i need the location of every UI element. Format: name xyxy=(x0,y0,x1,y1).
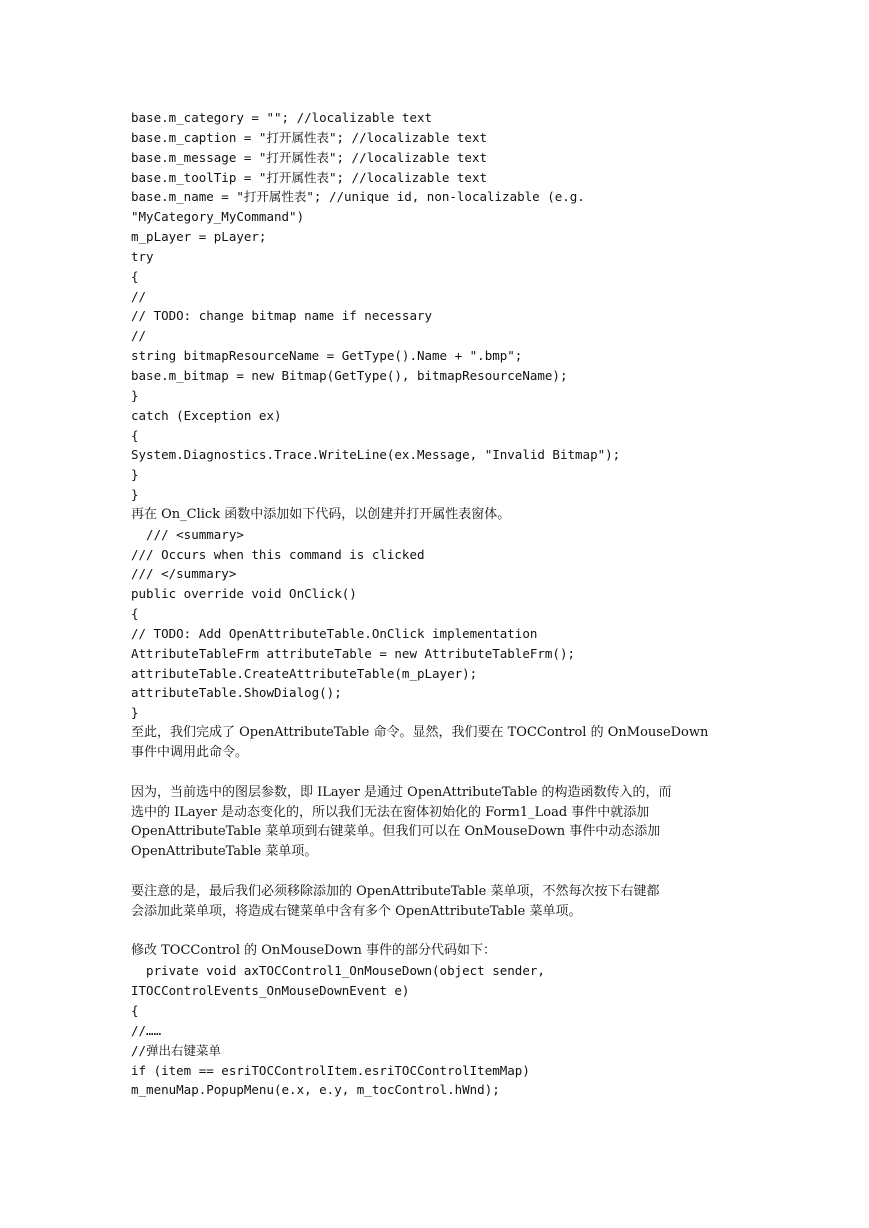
code-line: System.Diagnostics.Trace.WriteLine(ex.Message, "Invalid Bitmap"); xyxy=(131,447,621,463)
blank-line xyxy=(131,862,743,882)
code-line: "MyCategory_MyCommand") xyxy=(131,209,305,225)
prose-line: OpenAttributeTable 菜单项。 xyxy=(131,844,318,860)
code-line: base.m_message = "打开属性表"; //localizable text xyxy=(131,149,487,165)
code-line: { xyxy=(131,268,139,284)
code-line: try xyxy=(131,248,154,264)
prose-line: 要注意的是，最后我们必须移除添加的 OpenAttributeTable 菜单项，不然每次按下右键都 xyxy=(131,883,660,899)
code-line: //弹出右键菜单 xyxy=(131,1042,222,1058)
document-body xyxy=(131,108,743,1100)
code-line: base.m_bitmap = new Bitmap(GetType(), bitmapResourceName); xyxy=(131,367,568,383)
code-line: /// </summary> xyxy=(131,566,237,582)
prose-line: 选中的 ILayer 是动态变化的，所以我们无法在窗体初始化的 Form1_Load 事件中就添加 xyxy=(131,804,650,820)
blank-line xyxy=(131,763,743,783)
code-line: } xyxy=(131,467,139,483)
prose-line: OpenAttributeTable 菜单项到右键菜单。但我们可以在 OnMouseDown 事件中动态添加 xyxy=(131,824,661,840)
prose-line: 事件中调用此命令。 xyxy=(131,745,249,760)
prose-line: 至此，我们完成了 OpenAttributeTable 命令。显然，我们要在 TOCControl 的 OnMouseDown xyxy=(131,725,709,741)
code-line: } xyxy=(131,487,139,503)
code-line: m_pLayer = pLayer; xyxy=(131,229,267,245)
prose-line: 再在 On_Click 函数中添加如下代码，以创建并打开属性表窗体。 xyxy=(131,506,511,522)
code-line: catch (Exception ex) xyxy=(131,407,282,423)
code-line: } xyxy=(131,387,139,403)
code-line: base.m_category = ""; //localizable text xyxy=(131,110,433,125)
code-line: string bitmapResourceName = GetType().Name + ".bmp"; xyxy=(131,348,523,364)
code-line: { xyxy=(131,427,139,443)
code-line: base.m_name = "打开属性表"; //unique id, non-localizable (e.g. xyxy=(131,189,585,205)
code-line: } xyxy=(131,705,139,721)
code-line: base.m_toolTip = "打开属性表"; //localizable text xyxy=(131,169,487,185)
code-line: attributeTable.CreateAttributeTable(m_pLayer); xyxy=(131,665,478,681)
code-line: { xyxy=(131,1002,139,1018)
code-line: attributeTable.ShowDialog(); xyxy=(131,685,342,701)
code-line: { xyxy=(131,606,139,622)
code-line: private void axTOCControl1_OnMouseDown(object sender, xyxy=(131,963,545,979)
code-line: /// <summary> xyxy=(131,526,244,542)
code-line: //…… xyxy=(131,1022,162,1038)
blank-line xyxy=(131,922,743,942)
prose-line: 因为，当前选中的图层参数，即 ILayer 是通过 OpenAttributeTable 的构造函数传入的，而 xyxy=(131,784,672,800)
code-line: m_menuMap.PopupMenu(e.x, e.y, m_tocControl.hWnd); xyxy=(131,1082,500,1098)
code-line: AttributeTableFrm attributeTable = new AttributeTableFrm(); xyxy=(131,645,576,661)
code-line: public override void OnClick() xyxy=(131,586,357,602)
code-line: // TODO: change bitmap name if necessary xyxy=(131,308,433,324)
code-line: /// Occurs when this command is clicked xyxy=(131,546,425,562)
prose-line: 会添加此菜单项，将造成右键菜单中含有多个 OpenAttributeTable 菜单项。 xyxy=(131,903,582,919)
code-line: if (item == esriTOCControlItem.esriTOCControlItemMap) xyxy=(131,1062,530,1078)
code-line: // xyxy=(131,328,147,344)
prose-line: 修改 TOCControl 的 OnMouseDown 事件的部分代码如下： xyxy=(131,943,497,959)
code-line: // TODO: Add OpenAttributeTable.OnClick implementation xyxy=(131,625,538,641)
code-line: // xyxy=(131,288,147,304)
code-line: ITOCControlEvents_OnMouseDownEvent e) xyxy=(131,983,410,999)
code-line: base.m_caption = "打开属性表"; //localizable text xyxy=(131,129,487,145)
